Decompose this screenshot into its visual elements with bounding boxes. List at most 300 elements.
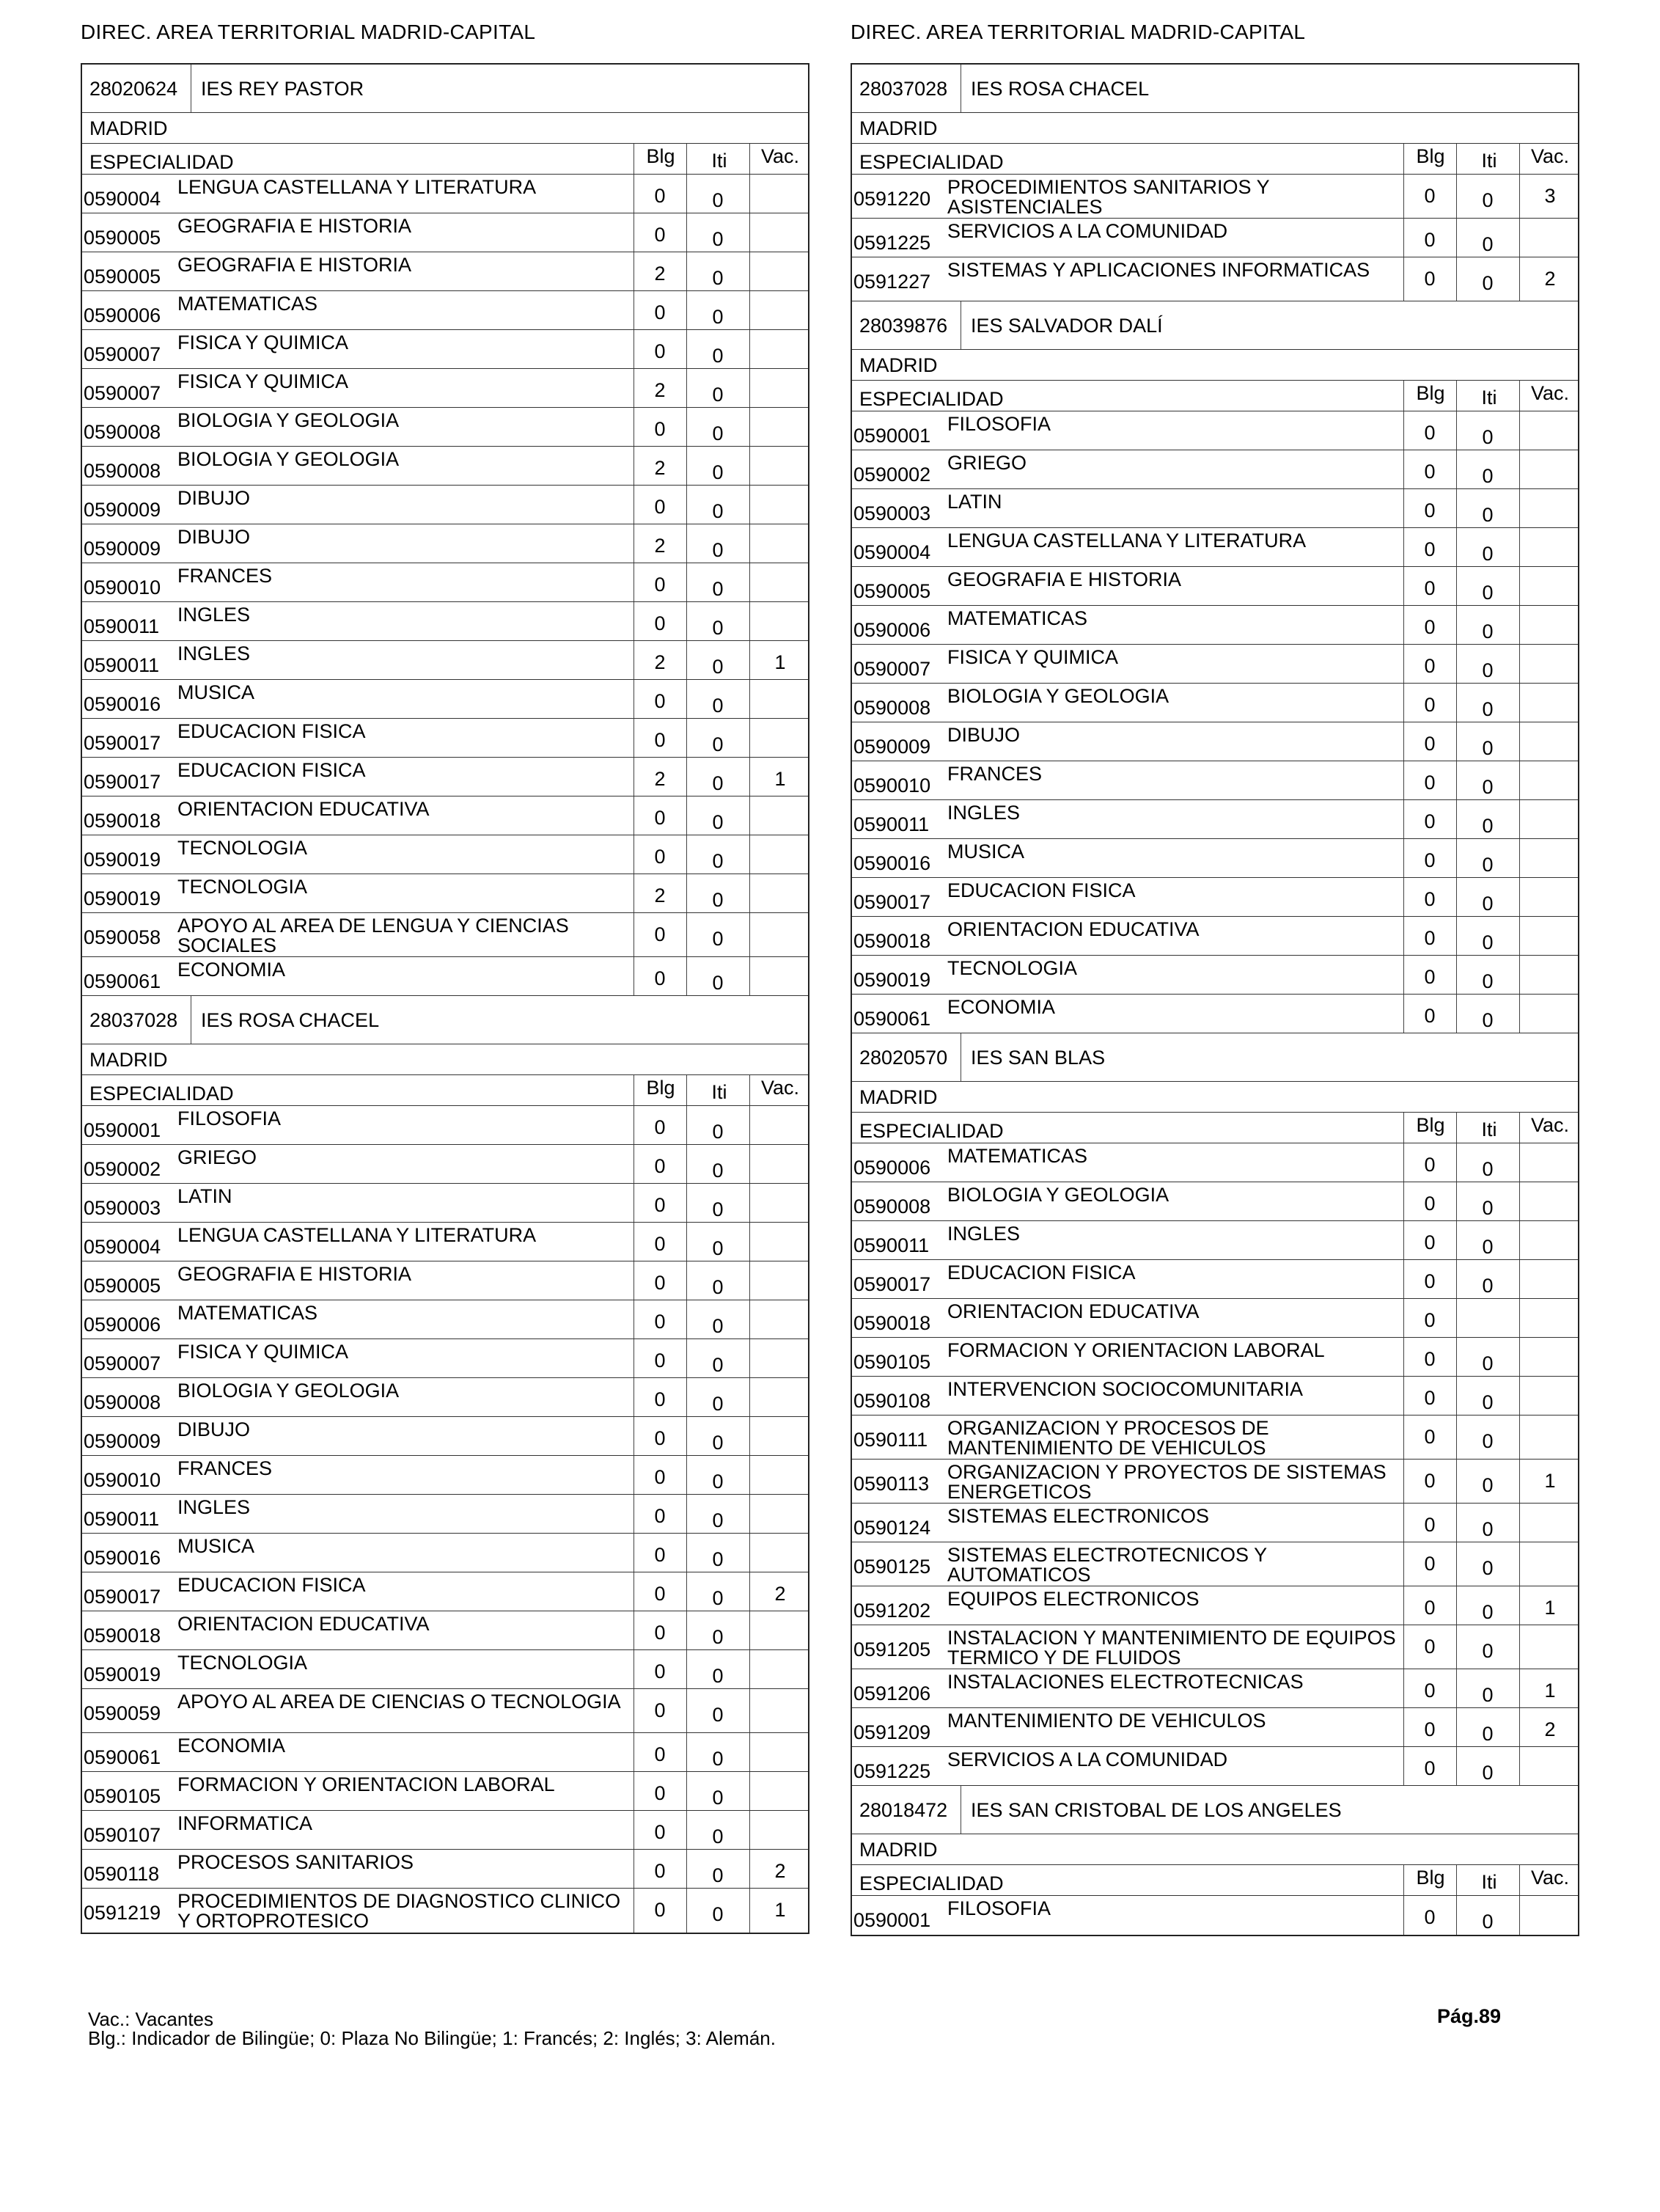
specialty-code: 0591202	[853, 1600, 931, 1622]
column-divider	[686, 874, 687, 912]
column-divider	[1403, 1865, 1404, 1895]
vac-header: Vac.	[760, 1077, 800, 1099]
blg-value: 0	[654, 1233, 666, 1255]
column-divider	[633, 1811, 634, 1849]
specialty-code: 0590061	[84, 1746, 161, 1768]
table-row	[82, 835, 808, 874]
specialty-name: GRIEGO	[177, 1146, 257, 1168]
column-divider	[686, 1417, 687, 1455]
column-divider	[686, 1495, 687, 1533]
iti-value: 0	[712, 1121, 724, 1143]
specialty-code: 0590006	[853, 619, 931, 641]
table-row	[82, 486, 808, 524]
specialty-code: 0591205	[853, 1638, 931, 1660]
table-row	[82, 1650, 808, 1689]
column-divider	[1456, 1113, 1457, 1143]
specialty-name: LENGUA CASTELLANA Y LITERATURA	[177, 176, 537, 198]
vac-value: 1	[1544, 1680, 1556, 1702]
column-divider	[749, 719, 750, 757]
column-divider	[1403, 144, 1404, 174]
column-divider	[1519, 1625, 1520, 1669]
blg-value: 0	[654, 1743, 666, 1765]
especialidad-header: ESPECIALIDAD	[89, 1083, 234, 1105]
column-divider	[749, 1772, 750, 1810]
column-divider	[749, 758, 750, 796]
table-row	[852, 1586, 1578, 1625]
specialty-name: FORMACION Y ORIENTACION LABORAL	[177, 1773, 555, 1795]
blg-header: Blg	[1416, 1867, 1445, 1889]
column-divider	[633, 524, 634, 563]
column-divider	[1519, 1708, 1520, 1746]
column-divider	[633, 957, 634, 995]
column-divider	[749, 1534, 750, 1572]
iti-value: 0	[1482, 1911, 1494, 1933]
table-row	[82, 1689, 808, 1733]
blg-value: 0	[1424, 655, 1436, 677]
column-divider	[749, 1495, 750, 1533]
blg-value: 0	[1424, 1636, 1436, 1658]
column-divider	[1519, 645, 1520, 683]
column-divider	[633, 1261, 634, 1300]
iti-value: 0	[712, 617, 724, 639]
iti-value: 0	[712, 539, 724, 561]
specialty-name: PROCEDIMIENTOS SANITARIOS Y ASISTENCIALES	[947, 176, 1270, 218]
table-row	[82, 680, 808, 719]
specialty-name: SISTEMAS ELECTRONICOS	[947, 1505, 1210, 1527]
vac-header: Vac.	[760, 145, 800, 167]
specialty-code: 0590009	[84, 538, 161, 560]
iti-value: 0	[712, 422, 724, 444]
blg-value: 0	[654, 1194, 666, 1216]
blg-value: 0	[1424, 577, 1436, 599]
iti-value: 0	[712, 306, 724, 328]
table-row	[82, 330, 808, 369]
specialty-name: LATIN	[177, 1185, 232, 1207]
column-header-row	[82, 144, 808, 175]
iti-value: 0	[712, 811, 724, 833]
iti-value: 0	[712, 772, 724, 794]
column-divider	[1403, 1143, 1404, 1182]
specialty-code: 0590002	[853, 464, 931, 486]
specialty-name: INGLES	[177, 604, 251, 626]
blg-value: 0	[1424, 694, 1436, 716]
blg-value: 0	[1424, 1718, 1436, 1740]
specialty-name: APOYO AL AREA DE CIENCIAS O TECNOLOGIA	[177, 1691, 621, 1713]
page-number: Pág.89	[1437, 2005, 1502, 2027]
table-row	[82, 369, 808, 408]
iti-value: 0	[712, 189, 724, 211]
specialty-code: 0590016	[84, 1547, 161, 1569]
specialty-code: 0590007	[84, 1352, 161, 1374]
column-divider	[1519, 800, 1520, 838]
table-row	[82, 213, 808, 252]
column-divider	[686, 175, 687, 213]
specialty-name: BIOLOGIA Y GEOLOGIA	[177, 409, 400, 431]
iti-header: Iti	[1481, 1118, 1497, 1140]
specialty-code: 0590105	[84, 1785, 161, 1807]
column-divider	[749, 1378, 750, 1416]
vac-header: Vac.	[1530, 382, 1570, 404]
specialty-name: BIOLOGIA Y GEOLOGIA	[947, 1184, 1169, 1206]
column-divider	[749, 1889, 750, 1933]
table-row	[82, 1772, 808, 1811]
specialty-name: GEOGRAFIA E HISTORIA	[177, 1263, 412, 1285]
city-name: MADRID	[859, 1839, 938, 1861]
table-row	[852, 761, 1578, 800]
specialty-name: FISICA Y QUIMICA	[177, 1341, 349, 1363]
iti-value: 0	[1482, 465, 1494, 487]
city-row	[852, 113, 1578, 144]
specialty-code: 0590008	[853, 1195, 931, 1217]
vac-value: 1	[1544, 1597, 1556, 1619]
table-row	[82, 1261, 808, 1300]
column-divider	[686, 913, 687, 956]
column-divider	[1403, 1542, 1404, 1586]
specialty-code: 0590008	[84, 421, 161, 443]
table-row	[852, 1299, 1578, 1338]
column-divider	[1456, 1377, 1457, 1415]
column-divider	[749, 1611, 750, 1649]
iti-value: 0	[1482, 1009, 1494, 1031]
specialty-name: FILOSOFIA	[947, 1897, 1051, 1919]
table-row	[82, 291, 808, 330]
column-divider	[686, 719, 687, 757]
blg-value: 2	[654, 651, 666, 673]
iti-value: 0	[712, 1160, 724, 1182]
column-divider	[686, 252, 687, 290]
column-divider	[1403, 1416, 1404, 1459]
specialty-name: EDUCACION FISICA	[947, 1261, 1136, 1283]
table-row	[852, 800, 1578, 839]
column-divider	[633, 1300, 634, 1338]
column-divider	[1456, 1260, 1457, 1298]
specialty-code: 0590125	[853, 1556, 931, 1578]
specialty-name: BIOLOGIA Y GEOLOGIA	[177, 448, 400, 470]
table-row	[852, 1747, 1578, 1786]
specialty-code: 0591225	[853, 232, 931, 254]
column-divider	[1519, 219, 1520, 257]
specialty-code: 0591206	[853, 1682, 931, 1704]
specialty-code: 0591225	[853, 1760, 931, 1782]
specialty-name: MANTENIMIENTO DE VEHICULOS	[947, 1710, 1266, 1732]
column-divider	[1456, 1460, 1457, 1503]
vac-value: 1	[774, 1899, 786, 1921]
vac-value: 3	[1544, 185, 1556, 207]
column-divider	[633, 252, 634, 290]
especialidad-header: ESPECIALIDAD	[859, 388, 1004, 410]
column-divider	[749, 1075, 750, 1105]
column-divider	[633, 1075, 634, 1105]
specialty-name: FORMACION Y ORIENTACION LABORAL	[947, 1339, 1325, 1361]
column-divider	[749, 1456, 750, 1494]
specialty-code: 0590006	[84, 304, 161, 326]
table-row	[82, 447, 808, 486]
column-divider	[1456, 1542, 1457, 1586]
table-row	[82, 524, 808, 563]
specialty-name: FISICA Y QUIMICA	[177, 370, 349, 392]
specialty-name: SISTEMAS Y APLICACIONES INFORMATICAS	[947, 259, 1370, 281]
iti-value: 0	[712, 1198, 724, 1220]
column-divider	[1403, 381, 1404, 411]
column-divider	[686, 369, 687, 407]
iti-value: 0	[712, 1587, 724, 1609]
specialty-name: FILOSOFIA	[947, 413, 1051, 435]
column-divider	[633, 1417, 634, 1455]
iti-value: 0	[712, 578, 724, 600]
city-name: MADRID	[89, 117, 168, 139]
specialty-name: APOYO AL AREA DE LENGUA Y CIENCIAS SOCIALES	[177, 915, 569, 956]
table-row	[82, 957, 808, 996]
specialty-code: 0590017	[853, 891, 931, 913]
column-divider	[749, 291, 750, 329]
iti-value: 0	[1482, 1557, 1494, 1579]
specialty-code: 0590019	[84, 1663, 161, 1685]
column-divider	[686, 1811, 687, 1849]
school-code: 28037028	[859, 78, 948, 100]
city-name: MADRID	[859, 117, 938, 139]
iti-value: 0	[1482, 970, 1494, 992]
table-row	[82, 1300, 808, 1339]
column-divider	[1456, 219, 1457, 257]
column-divider	[1456, 567, 1457, 605]
column-divider	[686, 563, 687, 601]
specialty-code: 0590005	[853, 580, 931, 602]
iti-header: Iti	[711, 1081, 727, 1103]
school-header-row	[852, 1786, 1578, 1834]
table-row	[852, 1542, 1578, 1586]
blg-value: 0	[654, 690, 666, 712]
specialty-code: 0590019	[853, 969, 931, 991]
blg-value: 0	[1424, 1154, 1436, 1176]
specialty-code: 0590016	[84, 693, 161, 715]
blg-value: 0	[1424, 772, 1436, 794]
specialty-name: SERVICIOS A LA COMUNIDAD	[947, 1748, 1228, 1770]
iti-value: 0	[1482, 504, 1494, 526]
footer-vac-legend: Vac.: Vacantes	[88, 2008, 214, 2030]
school-header-row	[852, 1033, 1578, 1082]
specialty-name: ORIENTACION EDUCATIVA	[177, 798, 430, 820]
column-divider	[686, 1611, 687, 1649]
iti-value: 0	[712, 889, 724, 911]
specialty-code: 0590061	[853, 1008, 931, 1030]
table-row	[82, 252, 808, 291]
specialty-name: ECONOMIA	[177, 1735, 286, 1757]
specialty-name: BIOLOGIA Y GEOLOGIA	[177, 1380, 400, 1402]
specialty-name: INGLES	[177, 1496, 251, 1518]
column-divider	[633, 874, 634, 912]
specialty-code: 0590017	[84, 771, 161, 793]
column-divider	[633, 291, 634, 329]
blg-value: 0	[654, 967, 666, 989]
specialty-code: 0591209	[853, 1721, 931, 1743]
column-divider	[1456, 257, 1457, 301]
column-divider	[1456, 800, 1457, 838]
column-divider	[686, 1075, 687, 1105]
blg-value: 0	[654, 340, 666, 362]
blg-value: 0	[654, 1860, 666, 1882]
column-divider	[1456, 411, 1457, 450]
table-row	[852, 1377, 1578, 1416]
especialidad-header: ESPECIALIDAD	[89, 151, 234, 173]
right-table	[851, 63, 1579, 1936]
column-divider	[1519, 878, 1520, 916]
column-divider	[1456, 1221, 1457, 1259]
column-divider	[749, 796, 750, 835]
column-divider	[686, 641, 687, 679]
column-divider	[1456, 995, 1457, 1033]
column-divider	[686, 1456, 687, 1494]
table-row	[852, 1260, 1578, 1299]
city-name: MADRID	[859, 1086, 938, 1108]
column-divider	[1456, 1338, 1457, 1376]
column-divider	[1519, 381, 1520, 411]
column-header-row	[82, 1075, 808, 1106]
iti-value: 0	[1482, 620, 1494, 642]
specialty-name: LENGUA CASTELLANA Y LITERATURA	[177, 1224, 537, 1246]
specialty-code: 0590113	[853, 1473, 930, 1495]
iti-value: 0	[1482, 1236, 1494, 1258]
column-divider	[633, 680, 634, 718]
specialty-code: 0590005	[84, 1275, 161, 1297]
column-divider	[1519, 684, 1520, 722]
column-divider	[749, 486, 750, 524]
table-row	[82, 1733, 808, 1772]
specialty-code: 0590006	[853, 1157, 931, 1179]
specialty-code: 0590124	[853, 1517, 931, 1539]
specialty-name: LENGUA CASTELLANA Y LITERATURA	[947, 530, 1307, 552]
blg-header: Blg	[646, 1077, 675, 1099]
iti-value: 0	[712, 345, 724, 367]
column-divider	[1403, 567, 1404, 605]
specialty-name: INSTALACIONES ELECTROTECNICAS	[947, 1671, 1304, 1693]
blg-value: 0	[1424, 1193, 1436, 1215]
column-divider	[749, 913, 750, 956]
specialty-name: INTERVENCION SOCIOCOMUNITARIA	[947, 1378, 1304, 1400]
iti-value: 0	[1482, 776, 1494, 798]
iti-header: Iti	[1481, 150, 1497, 172]
specialty-code: 0590058	[84, 926, 161, 948]
specialty-code: 0590008	[853, 697, 931, 719]
blg-value: 0	[1424, 1757, 1436, 1779]
iti-value: 0	[1482, 426, 1494, 448]
blg-value: 0	[654, 301, 666, 323]
column-divider	[1403, 956, 1404, 994]
column-divider	[749, 330, 750, 368]
school-header-row	[82, 996, 808, 1044]
iti-value: 0	[1482, 815, 1494, 837]
column-divider	[686, 1850, 687, 1888]
column-divider	[749, 1184, 750, 1222]
specialty-code: 0590009	[84, 1430, 161, 1452]
column-divider	[686, 1378, 687, 1416]
blg-header: Blg	[1416, 145, 1445, 167]
column-divider	[1456, 761, 1457, 799]
blg-value: 0	[654, 1782, 666, 1804]
column-divider	[749, 1145, 750, 1183]
column-divider	[633, 1889, 634, 1933]
column-divider	[633, 144, 634, 174]
column-divider	[1519, 1143, 1520, 1182]
blg-value: 2	[654, 263, 666, 285]
iti-value: 0	[712, 1787, 724, 1809]
city-name: MADRID	[89, 1049, 168, 1071]
specialty-name: FRANCES	[177, 565, 273, 587]
column-divider	[749, 680, 750, 718]
column-divider	[1519, 411, 1520, 450]
blg-value: 2	[654, 768, 666, 790]
right-column-header: DIREC. AREA TERRITORIAL MADRID-CAPITAL	[851, 21, 1306, 43]
specialty-name: EQUIPOS ELECTRONICOS	[947, 1588, 1200, 1610]
specialty-code: 0590011	[84, 1508, 160, 1530]
vac-value: 2	[1544, 1718, 1556, 1740]
table-row	[852, 175, 1578, 219]
blg-value: 0	[1424, 422, 1436, 444]
iti-value: 0	[712, 1548, 724, 1570]
specialty-code: 0590008	[84, 460, 161, 482]
column-divider	[1519, 1113, 1520, 1143]
column-divider	[633, 447, 634, 485]
column-divider	[633, 1850, 634, 1888]
column-divider	[749, 252, 750, 290]
school-name: IES ROSA CHACEL	[971, 78, 1150, 100]
column-divider	[686, 486, 687, 524]
column-divider	[1456, 1865, 1457, 1895]
iti-value: 0	[1482, 659, 1494, 681]
table-row	[82, 175, 808, 213]
column-divider	[1456, 722, 1457, 761]
table-row	[852, 878, 1578, 917]
column-divider	[1456, 1669, 1457, 1707]
specialty-name: DIBUJO	[177, 487, 251, 509]
vac-value: 1	[774, 651, 786, 673]
blg-value: 0	[654, 1899, 666, 1921]
column-divider	[749, 1733, 750, 1771]
column-divider	[1403, 1669, 1404, 1707]
specialty-code: 0590018	[84, 1625, 161, 1647]
table-row	[82, 796, 808, 835]
iti-value: 0	[1482, 1601, 1494, 1623]
specialty-name: GEOGRAFIA E HISTORIA	[947, 568, 1182, 590]
blg-value: 0	[1424, 927, 1436, 949]
column-divider	[749, 1300, 750, 1338]
blg-value: 0	[1424, 849, 1436, 871]
blg-value: 0	[654, 1311, 666, 1333]
blg-value: 0	[1424, 1553, 1436, 1575]
iti-value: 0	[1482, 1158, 1494, 1180]
blg-value: 0	[654, 807, 666, 829]
specialty-name: ORGANIZACION Y PROYECTOS DE SISTEMAS ENERGETICOS	[947, 1461, 1387, 1503]
specialty-name: DIBUJO	[177, 526, 251, 548]
column-divider	[1456, 839, 1457, 877]
column-divider	[1403, 917, 1404, 955]
column-divider	[686, 524, 687, 563]
column-divider	[633, 1733, 634, 1771]
column-divider	[1456, 684, 1457, 722]
column-divider	[1403, 878, 1404, 916]
specialty-code: 0590108	[853, 1390, 931, 1412]
specialty-name: TECNOLOGIA	[177, 1652, 308, 1674]
specialty-code: 0590011	[853, 1234, 930, 1256]
specialty-name: FISICA Y QUIMICA	[177, 332, 349, 354]
specialty-code: 0590001	[84, 1119, 161, 1141]
column-divider	[1519, 489, 1520, 527]
specialty-name: ORIENTACION EDUCATIVA	[947, 1300, 1200, 1322]
iti-value: 0	[1482, 189, 1494, 211]
specialty-name: INGLES	[947, 802, 1021, 824]
column-divider	[1456, 528, 1457, 566]
specialty-code: 0590003	[853, 502, 931, 524]
school-code: 28020624	[89, 78, 178, 100]
